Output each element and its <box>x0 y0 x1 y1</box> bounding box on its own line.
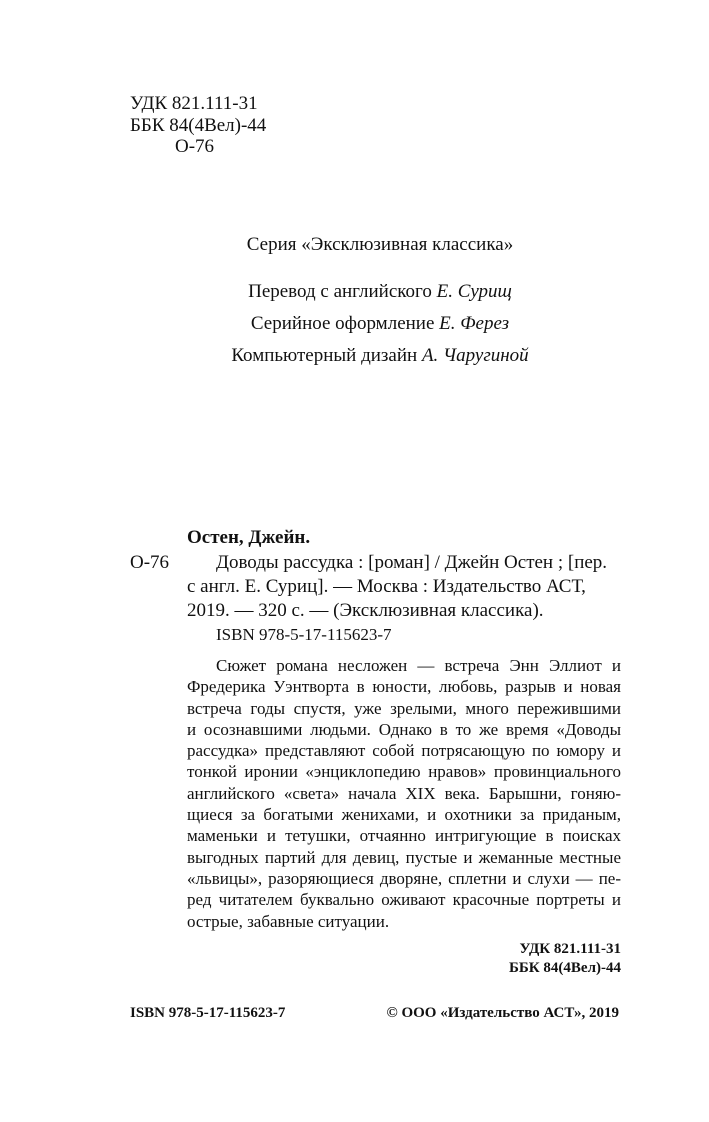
bib-line-3: 2019. — 320 с. — (Эксклюзивная классика). <box>187 600 544 621</box>
annotation-line: Сюжет романа несложен — встреча Энн Эллиот и <box>216 656 621 675</box>
footer-isbn: ISBN 978-5-17-115623-7 <box>130 1005 286 1021</box>
series-design-credit <box>0 313 709 335</box>
bbk-code: ББК 84(4Вел)-44 <box>130 115 267 136</box>
annotation-line: «львицы», разоряющиеся дворяне, сплетни и слухи — пе- <box>187 868 621 888</box>
annotation-line: острые, забавные ситуации. <box>187 911 390 931</box>
copyright-notice: © ООО «Издательство АСТ», 2019 <box>386 1005 619 1021</box>
computer-designer-name: А. Чаругиной <box>421 345 529 366</box>
footer-udk: УДК 821.111-31 <box>519 941 621 957</box>
annotation-line: Фредерика Уэнтворта в юности, любовь, разрыв и новая <box>187 677 621 697</box>
annotation-line: ред читателем буквально оживают красочные портреты и <box>187 890 621 910</box>
series-line: Серия «Эксклюзивная классика» <box>246 234 514 255</box>
computer-design-label: Компьютерный дизайн <box>231 345 418 366</box>
annotation-line: щиеся за богатыми женихами, и охотники за приданым, <box>187 805 621 825</box>
annotation-line: тонкой иронии «энциклопедию нравов» провинциального <box>187 762 621 782</box>
annotation-line: и осознавшими людьми. Однако в то же время «Доводы <box>187 719 621 739</box>
bib-line-2: с англ. Е. Суриц]. — Москва : Издательство АСТ, <box>187 576 586 597</box>
translation-label: Перевод с английского <box>248 281 432 302</box>
annotation-line: выгодных партий для девиц, пустые и жеманные местные <box>187 847 621 867</box>
bib-line-1: Доводы рассудка : [роман] / Джейн Остен ; [пер. <box>216 552 608 573</box>
computer-design-credit <box>0 345 709 367</box>
annotation-line: встреча годы спустя, уже зрелыми, много пережившими <box>187 698 621 718</box>
bib-author-mark: О-76 <box>130 552 170 573</box>
annotation-line: английского «света» начала XIX века. Барышни, гоняю- <box>187 783 621 803</box>
translation-credit <box>0 281 709 303</box>
series-designer-name: Е. Ферез <box>439 313 510 334</box>
translator-name: Е. Сурищ <box>436 281 512 302</box>
author-mark: О-76 <box>175 136 215 157</box>
series-design-label: Серийное оформление <box>250 313 435 334</box>
bib-isbn: ISBN 978-5-17-115623-7 <box>216 625 392 644</box>
bib-author: Остен, Джейн. <box>187 527 311 548</box>
udk-code: УДК 821.111-31 <box>130 93 258 114</box>
annotation-line: рассудка» представляют собой потрясающую по юмору и <box>187 741 621 761</box>
footer-bbk: ББК 84(4Вел)-44 <box>508 960 621 976</box>
annotation <box>187 655 621 932</box>
annotation-line: маменьки и тетушки, отчаянно интригующие в поисках <box>187 826 621 846</box>
